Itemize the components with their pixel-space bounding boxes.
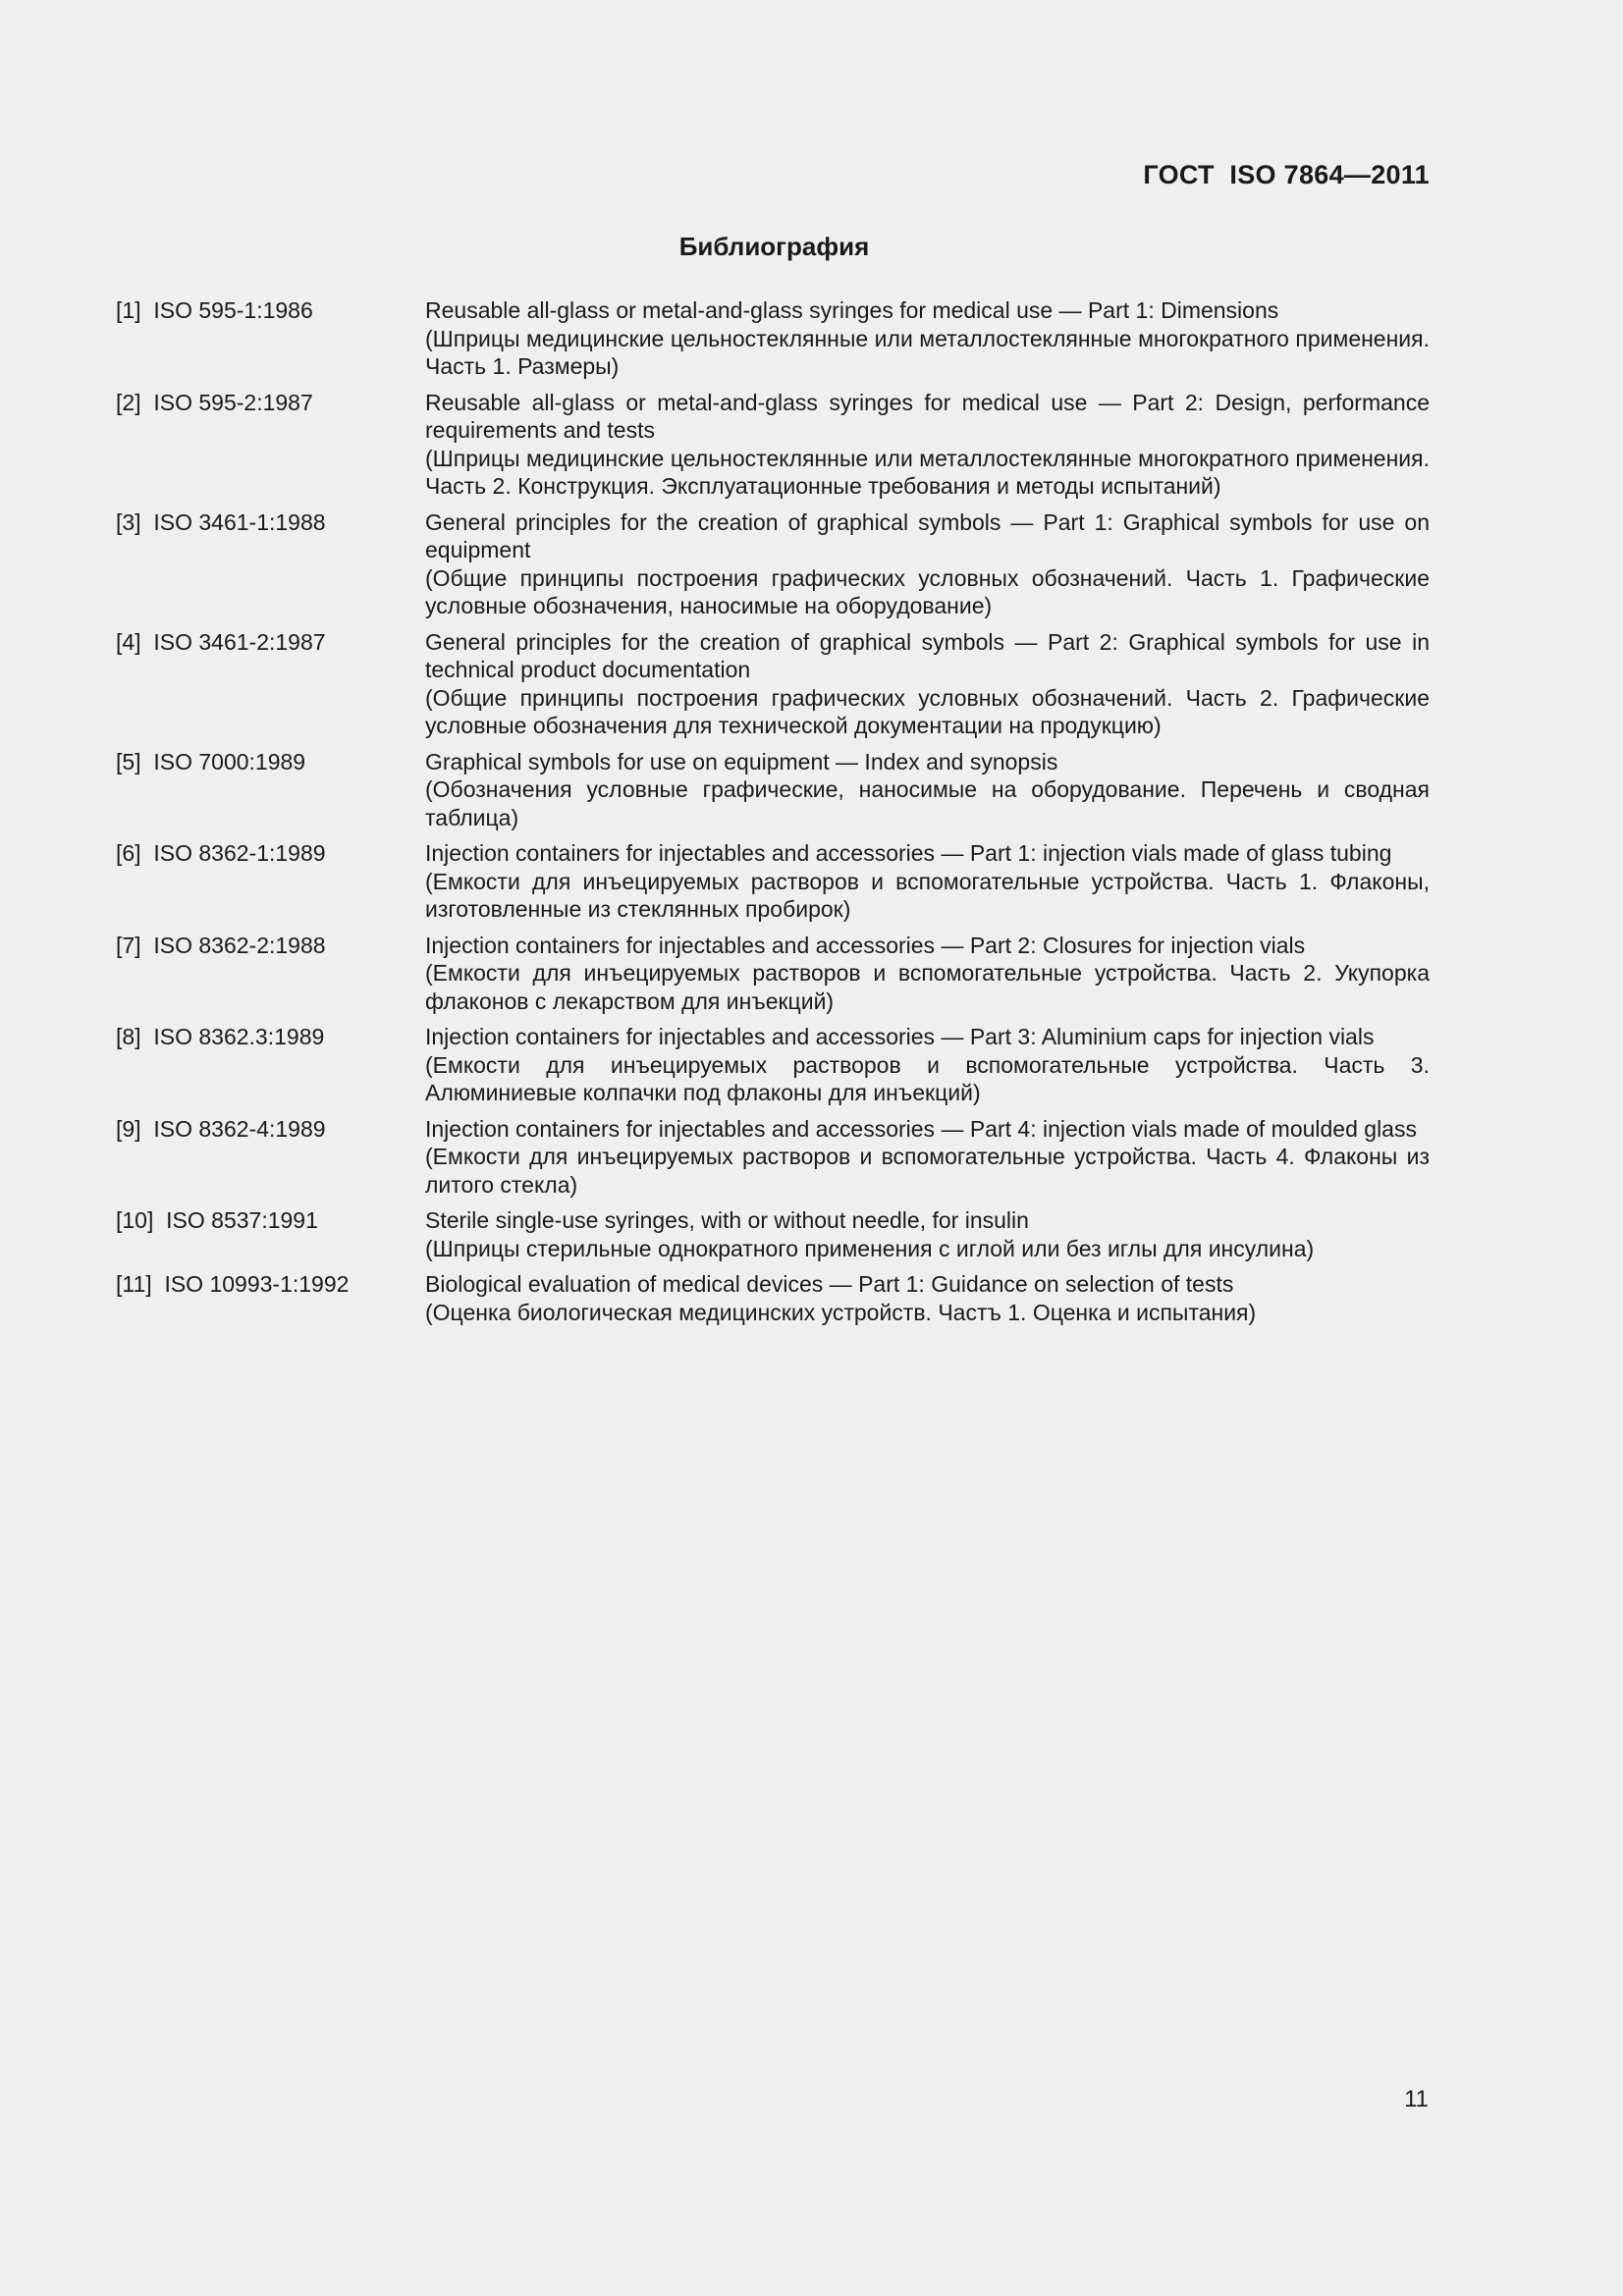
entry-title-ru: (Емкости для инъецируемых растворов и вспомогательные устройства. Часть 3. Алюминиевые колпачки под флаконы для инъекций) [425, 1051, 1430, 1105]
entry-number: [7] [116, 932, 141, 958]
entry-description [425, 932, 1430, 1016]
entry-standard: ISO 3461-1:1988 [153, 508, 326, 535]
page-number: 11 [1404, 2086, 1429, 2112]
bibliography-entry [116, 932, 1430, 1016]
entry-title-en: General principles for the creation of graphical symbols — Part 2: Graphical symbols for use in technical product documentation [425, 628, 1430, 682]
entry-standard: ISO 8537:1991 [166, 1207, 318, 1233]
entry-standard: ISO 8362-1:1989 [153, 840, 326, 866]
entry-number: [3] [116, 508, 141, 535]
entry-title-en: Reusable all-glass or metal-and-glass syringes for medical use — Part 2: Design, performance requirements and tests [425, 389, 1430, 443]
document-code: ГОСТ ISO 7864—2011 [1143, 160, 1430, 189]
entry-reference [116, 389, 425, 417]
bibliography-entry [116, 389, 1430, 501]
bibliography-entry [116, 1115, 1430, 1200]
entry-reference [116, 1115, 425, 1144]
entry-description [425, 1206, 1430, 1262]
entry-number: [4] [116, 628, 141, 655]
entry-title-en: Injection containers for injectables and accessories — Part 1: injection vials made of glass tubing [425, 840, 1392, 866]
entry-reference [116, 1270, 425, 1299]
entry-reference [116, 748, 425, 776]
bibliography-entry [116, 839, 1430, 924]
entry-reference [116, 1206, 425, 1235]
entry-title-en: Reusable all-glass or metal-and-glass syringes for medical use — Part 1: Dimensions [425, 297, 1279, 323]
entry-title-ru: (Шприцы стерильные однократного применения с иглой или без иглы для инсулина) [425, 1235, 1315, 1261]
entry-title-en: Sterile single-use syringes, with or without needle, for insulin [425, 1207, 1029, 1233]
entry-title-ru: (Общие принципы построения графических условных обозначений. Часть 1. Графические условные обозначения, наносимые на оборудование) [425, 564, 1430, 618]
entry-title-ru: (Шприцы медицинские цельностеклянные или металлостеклянные многократного применения. Часть 1. Размеры) [425, 325, 1430, 379]
bibliography-entry [116, 1206, 1430, 1262]
entry-number: [9] [116, 1115, 141, 1142]
entry-description [425, 1023, 1430, 1107]
entry-description [425, 1270, 1430, 1326]
entry-description [425, 628, 1430, 740]
entry-title-ru: (Оценка биологическая медицинских устройств. Частъ 1. Оценка и испытания) [425, 1299, 1257, 1325]
bibliography-entry [116, 508, 1430, 620]
entry-title-en: Injection containers for injectables and accessories — Part 2: Closures for injection vials [425, 932, 1306, 958]
entry-description [425, 389, 1430, 501]
bibliography-entry [116, 1023, 1430, 1107]
entry-number: [2] [116, 389, 141, 415]
entry-title-ru: (Емкости для инъецируемых растворов и вспомогательные устройства. Часть 4. Флаконы из литого стекла) [425, 1144, 1430, 1198]
entry-standard: ISO 8362.3:1989 [153, 1024, 325, 1049]
entry-description [425, 748, 1430, 832]
entry-title-en: Injection containers for injectables and accessories — Part 3: Aluminium caps for injection vials [425, 1024, 1375, 1049]
entry-title-ru: (Емкости для инъецируемых растворов и вспомогательные устройства. Часть 1. Флаконы, изготовленные из стеклянных пробирок) [425, 868, 1430, 922]
entry-standard: ISO 8362-4:1989 [153, 1115, 326, 1142]
entry-reference [116, 839, 425, 868]
entry-reference [116, 1023, 425, 1051]
entry-description [425, 508, 1430, 620]
entry-number: [11] [116, 1271, 152, 1297]
page-title: Библиография [678, 232, 870, 261]
entry-number: [1] [116, 297, 141, 323]
bibliography-entry [116, 748, 1430, 832]
bibliography-list [116, 296, 1430, 1334]
entry-reference [116, 932, 425, 960]
entry-title-ru: (Общие принципы построения графических условных обозначений. Часть 2. Графические условные обозначения для технической документации на продукцию) [425, 684, 1430, 738]
entry-description [425, 1115, 1430, 1200]
entry-title-en: Injection containers for injectables and accessories — Part 4: injection vials made of moulded glass [425, 1115, 1417, 1142]
entry-title-ru: (Обозначения условные графические, наносимые на оборудование. Перечень и сводная таблица) [425, 776, 1430, 830]
entry-reference [116, 296, 425, 325]
entry-standard: ISO 595-1:1986 [153, 297, 313, 323]
entry-number: [10] [116, 1207, 154, 1233]
bibliography-entry [116, 296, 1430, 381]
entry-description [425, 839, 1430, 924]
entry-standard: ISO 7000:1989 [153, 748, 306, 774]
bibliography-entry [116, 1270, 1430, 1326]
entry-title-en: Graphical symbols for use on equipment — Index and synopsis [425, 748, 1058, 774]
entry-standard: ISO 10993-1:1992 [164, 1271, 350, 1297]
entry-reference [116, 508, 425, 537]
entry-number: [8] [116, 1024, 141, 1049]
entry-number: [6] [116, 840, 141, 866]
entry-standard: ISO 595-2:1987 [153, 389, 313, 415]
entry-title-ru: (Емкости для инъецируемых растворов и вспомогательные устройства. Часть 2. Укупорка флаконов с лекарством для инъекций) [425, 960, 1430, 1014]
bibliography-entry [116, 628, 1430, 740]
entry-standard: ISO 3461-2:1987 [153, 628, 326, 655]
entry-title-en: General principles for the creation of graphical symbols — Part 1: Graphical symbols for use on equipment [425, 508, 1430, 562]
entry-description [425, 296, 1430, 381]
entry-title-en: Biological evaluation of medical devices — Part 1: Guidance on selection of tests [425, 1271, 1234, 1297]
entry-reference [116, 628, 425, 657]
entry-title-ru: (Шприцы медицинские цельностеклянные или металлостеклянные многократного применения. Часть 2. Конструкция. Эксплуатационные требования и методы испытаний) [425, 445, 1430, 499]
entry-number: [5] [116, 748, 141, 774]
entry-standard: ISO 8362-2:1988 [153, 932, 326, 958]
